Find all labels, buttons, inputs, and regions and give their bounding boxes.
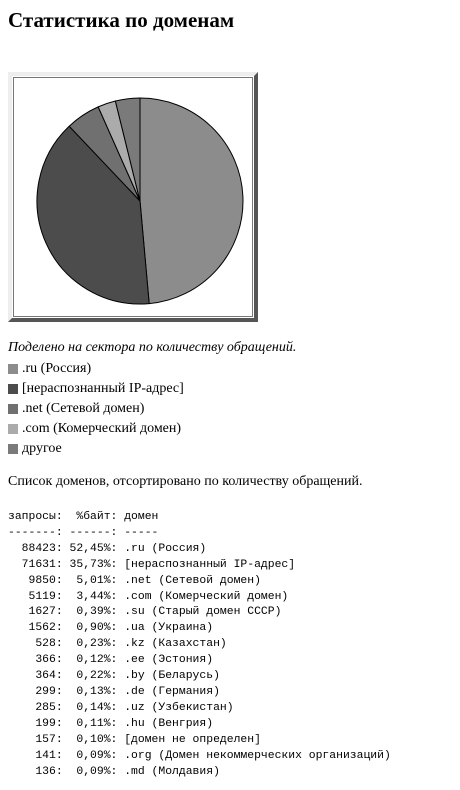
page-title: Статистика по доменам [8,8,235,32]
legend-item [8,359,184,379]
table-row: 1627: 0,39%: .su (Старый домен СССР) [8,606,282,619]
table-row: 141: 0,09%: .org (Домен некоммерческих организаций) [8,749,391,762]
domain-list-summary: Список доменов, отсортировано по количеству обращений. [8,474,363,489]
table-header: запросы: %байт: домен [8,511,159,523]
legend-item [8,379,184,399]
pie-chart-frame [8,72,258,322]
table-row: 5119: 3,44%: .com (Комерческий домен) [8,590,289,603]
table-row: 364: 0,22%: .by (Беларусь) [8,670,220,683]
table-row: 299: 0,13%: .de (Германия) [8,685,220,698]
pie-slice-0 [140,98,243,304]
legend-label: .net (Сетевой домен) [22,401,145,416]
legend-item [8,419,184,439]
table-row: 1562: 0,90%: .ua (Украина) [8,622,214,635]
legend-swatch [8,444,18,454]
legend-label: [нераспознанный IP-адрес] [22,381,184,396]
legend-item [8,439,184,459]
table-row: 199: 0,11%: .hu (Венгрия) [8,717,214,730]
legend-label: другое [22,441,62,456]
domain-table [8,510,391,780]
table-row: 9850: 5,01%: .net (Сетевой домен) [8,574,261,587]
legend-swatch [8,364,18,374]
table-separator: -------: ------: ----- [8,526,159,539]
pie-chart [14,78,254,318]
chart-legend [8,359,184,459]
table-row: 285: 0,14%: .uz (Узбекистан) [8,701,234,714]
chart-caption: Поделено на сектора по количеству обращений. [8,340,297,355]
legend-swatch [8,424,18,434]
table-row: 88423: 52,45%: .ru (Россия) [8,542,207,555]
pie-chart-area [13,77,253,317]
table-row: 136: 0,09%: .md (Молдавия) [8,765,220,778]
table-row: 71631: 35,73%: [нераспознанный IP-адрес] [8,558,296,571]
table-row: 157: 0,10%: [домен не определен] [8,733,261,746]
legend-swatch [8,384,18,394]
legend-item [8,399,184,419]
legend-label: .ru (Россия) [22,361,92,376]
table-row: 528: 0,23%: .kz (Казахстан) [8,638,227,651]
legend-swatch [8,404,18,414]
legend-label: .com (Комерческий домен) [22,421,182,436]
table-row: 366: 0,12%: .ee (Эстония) [8,654,214,667]
